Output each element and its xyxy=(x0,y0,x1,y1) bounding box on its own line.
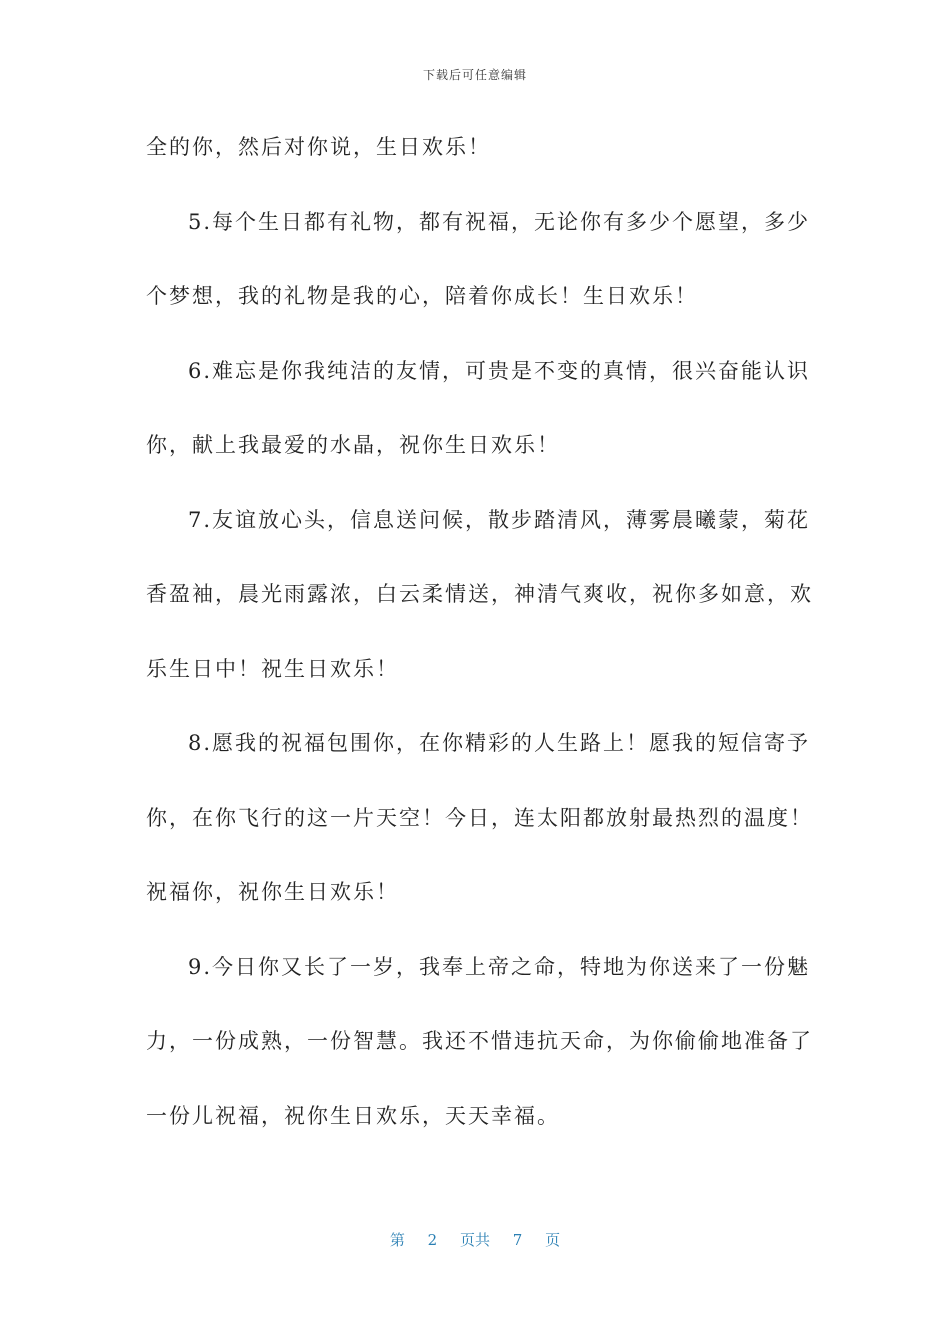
page-suffix: 页 xyxy=(545,1231,561,1249)
text-line: 香盈袖，晨光雨露浓，白云柔情送，神清气爽收，祝你多如意，欢 xyxy=(146,582,813,606)
text-line: 全的你，然后对你说，生日欢乐！ xyxy=(146,135,491,159)
text-line: 一份儿祝福，祝你生日欢乐，天天幸福。 xyxy=(146,1103,560,1128)
page-footer xyxy=(0,1229,950,1250)
document-body xyxy=(146,110,813,1153)
page-prefix: 第 xyxy=(389,1231,405,1249)
text-line: 个梦想，我的礼物是我的心，陪着你成长！生日欢乐！ xyxy=(146,284,698,308)
text-line: 6.难忘是你我纯洁的友情，可贵是不变的真情，很兴奋能认识 xyxy=(188,358,811,383)
text-line: 祝福你，祝你生日欢乐！ xyxy=(146,880,399,904)
text-line: 7.友谊放心头，信息送问候，散步踏清风，薄雾晨曦蒙，菊花 xyxy=(188,507,811,532)
text-line: 力，一份成熟，一份智慧。我还不惜违抗天命，为你偷偷地准备了 xyxy=(146,1029,813,1053)
text-line: 你，在你飞行的这一片天空！今日，连太阳都放射最热烈的温度！ xyxy=(146,805,813,830)
total-pages: 7 xyxy=(512,1231,523,1249)
text-line: 5.每个生日都有礼物，都有祝福，无论你有多少个愿望，多少 xyxy=(188,209,811,234)
page-mid: 页共 xyxy=(459,1231,490,1249)
page-number: 2 xyxy=(427,1231,438,1249)
header-note: 下载后可任意编辑 xyxy=(422,68,527,82)
text-line: 你，献上我最爱的水晶，祝你生日欢乐！ xyxy=(146,433,560,457)
text-line: 9.今日你又长了一岁，我奉上帝之命，特地为你送来了一份魅 xyxy=(188,954,811,979)
text-line: 乐生日中！祝生日欢乐！ xyxy=(146,656,399,681)
text-line: 8.愿我的祝福包围你，在你精彩的人生路上！愿我的短信寄予 xyxy=(188,731,811,755)
